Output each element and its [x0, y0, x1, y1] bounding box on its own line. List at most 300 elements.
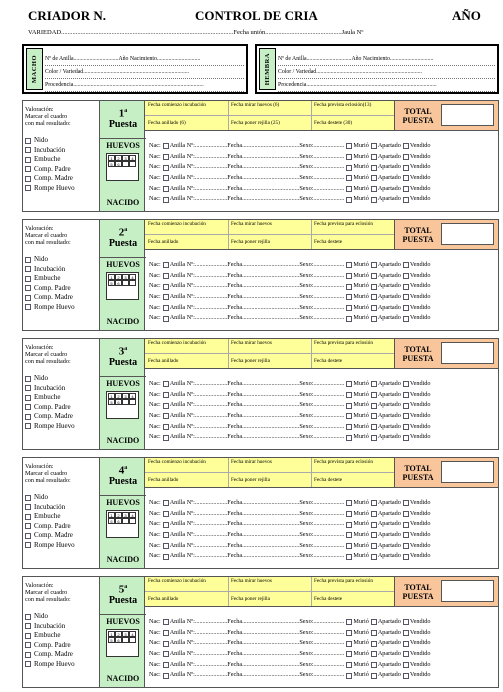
- separated-checkbox[interactable]: [371, 424, 377, 430]
- died-checkbox[interactable]: [346, 619, 352, 625]
- valoracion-item-label: Incubación: [34, 264, 66, 273]
- sold-checkbox[interactable]: [403, 619, 409, 625]
- separated-checkbox[interactable]: [371, 641, 377, 647]
- date-field: Fecha.....................................: [227, 552, 300, 560]
- sold-checkbox[interactable]: [403, 500, 409, 506]
- died-checkbox[interactable]: [346, 554, 352, 560]
- nac-checkbox[interactable]: [163, 662, 169, 668]
- died-checkbox[interactable]: [346, 273, 352, 279]
- separated-checkbox[interactable]: [371, 381, 377, 387]
- nac-checkbox[interactable]: [163, 154, 169, 160]
- total-puesta-input[interactable]: [441, 461, 494, 483]
- ringing-date[interactable]: Fecha anillado: [148, 239, 179, 245]
- egg-cell[interactable]: 1: [108, 631, 115, 637]
- separated-checkbox[interactable]: [371, 511, 377, 517]
- egg-cell[interactable]: 6: [115, 518, 122, 524]
- ringing-date[interactable]: Fecha anillado: [148, 596, 179, 602]
- hatch-date[interactable]: Fecha prevista para eclosión: [314, 459, 373, 465]
- died-checkbox[interactable]: [346, 424, 352, 430]
- valoracion-checkbox[interactable]: [25, 147, 31, 153]
- hatch-date[interactable]: Fecha prevista eclosión(13): [314, 102, 372, 108]
- nac-checkbox[interactable]: [163, 554, 169, 560]
- valoracion-checkbox[interactable]: [25, 514, 31, 520]
- check-eggs-date[interactable]: Fecha mirar huevos: [231, 459, 272, 465]
- died-label: Murió: [353, 195, 369, 203]
- valoracion-item: [25, 531, 97, 541]
- separated-checkbox[interactable]: [371, 186, 377, 192]
- separated-checkbox[interactable]: [371, 165, 377, 171]
- separated-checkbox[interactable]: [371, 143, 377, 149]
- date-field: Fecha.....................................: [227, 303, 300, 311]
- female-ring-year-field[interactable]: Nº de Anilla...............................Año Nacimiento..............................: [278, 53, 495, 66]
- check-eggs-date[interactable]: Fecha mirar huevos: [231, 221, 272, 227]
- sold-checkbox[interactable]: [403, 424, 409, 430]
- sold-label: Vendido: [409, 282, 431, 290]
- egg-cell[interactable]: 3: [122, 512, 129, 518]
- died-checkbox[interactable]: [346, 522, 352, 528]
- incubation-start-date[interactable]: Fecha comienzo incubación: [148, 578, 206, 584]
- nac-checkbox[interactable]: [163, 197, 169, 203]
- valoracion-checkbox[interactable]: [25, 166, 31, 172]
- separated-checkbox[interactable]: [371, 316, 377, 322]
- egg-cell[interactable]: 2: [115, 155, 122, 161]
- hatch-date[interactable]: Fecha prevista para eclosión: [314, 340, 373, 346]
- sex-field: Sexo:....................: [299, 433, 345, 441]
- valoracion-checkbox[interactable]: [25, 404, 31, 410]
- total-puesta-input[interactable]: [441, 342, 494, 364]
- egg-cell[interactable]: 1: [108, 155, 115, 161]
- valoracion-item: [25, 541, 97, 551]
- nac-checkbox[interactable]: [163, 143, 169, 149]
- egg-cell[interactable]: [129, 518, 136, 524]
- died-checkbox[interactable]: [346, 165, 352, 171]
- nacido-label: NACIDO: [106, 674, 140, 683]
- egg-cell[interactable]: [122, 280, 129, 286]
- egg-cell[interactable]: 4: [129, 631, 136, 637]
- ringing-date[interactable]: Fecha anillado: [148, 358, 179, 364]
- egg-cell[interactable]: 6: [115, 161, 122, 167]
- sold-checkbox[interactable]: [403, 435, 409, 441]
- valoracion-instruction: Marcar el cuadro: [25, 113, 68, 120]
- valoracion-checkbox[interactable]: [25, 542, 31, 548]
- sold-checkbox[interactable]: [403, 554, 409, 560]
- separated-checkbox[interactable]: [371, 392, 377, 398]
- died-checkbox[interactable]: [346, 543, 352, 549]
- separated-checkbox[interactable]: [371, 197, 377, 203]
- valoracion-checkbox[interactable]: [25, 495, 31, 501]
- sold-checkbox[interactable]: [403, 522, 409, 528]
- died-checkbox[interactable]: [346, 532, 352, 538]
- sold-checkbox[interactable]: [403, 413, 409, 419]
- valoracion-checkbox[interactable]: [25, 633, 31, 639]
- chick-row: [149, 173, 497, 184]
- nac-checkbox[interactable]: [163, 413, 169, 419]
- nac-label: Nac:: [149, 303, 161, 311]
- separated-checkbox[interactable]: [371, 522, 377, 528]
- valoracion-checkbox[interactable]: [25, 295, 31, 301]
- ring-field: Anilla Nº:.....................: [169, 520, 228, 528]
- egg-cell[interactable]: 5: [108, 280, 115, 286]
- valoracion-item-label: Incubación: [34, 383, 66, 392]
- sold-checkbox[interactable]: [403, 641, 409, 647]
- sold-checkbox[interactable]: [403, 197, 409, 203]
- chick-row: [149, 509, 497, 520]
- separated-checkbox[interactable]: [371, 554, 377, 560]
- sold-checkbox[interactable]: [403, 165, 409, 171]
- separated-checkbox[interactable]: [371, 651, 377, 657]
- died-checkbox[interactable]: [346, 392, 352, 398]
- valoracion-item: [25, 403, 97, 413]
- egg-cell[interactable]: 1: [108, 393, 115, 399]
- ring-field: Anilla Nº:.....................: [169, 152, 228, 160]
- date-field: Fecha.....................................: [227, 531, 300, 539]
- ring-field: Anilla Nº:.....................: [169, 639, 228, 647]
- nac-checkbox[interactable]: [163, 500, 169, 506]
- ring-field: Anilla Nº:.....................: [169, 628, 228, 636]
- total-puesta-input[interactable]: [441, 580, 494, 602]
- sold-checkbox[interactable]: [403, 392, 409, 398]
- egg-cell[interactable]: [129, 161, 136, 167]
- valoracion-checkbox[interactable]: [25, 661, 31, 667]
- valoracion-checkbox[interactable]: [25, 285, 31, 291]
- died-checkbox[interactable]: [346, 262, 352, 268]
- separated-checkbox[interactable]: [371, 500, 377, 506]
- valoracion-checkbox[interactable]: [25, 642, 31, 648]
- nac-checkbox[interactable]: [163, 522, 169, 528]
- nac-checkbox[interactable]: [163, 381, 169, 387]
- valoracion-instruction-2: con mal resultado:: [25, 596, 71, 603]
- check-eggs-date[interactable]: Fecha mirar huevos: [231, 340, 272, 346]
- male-origin-field[interactable]: Procedencia..........................................................................................: [45, 79, 244, 92]
- valoracion-checkbox[interactable]: [25, 385, 31, 391]
- huevos-label: HUEVOS: [106, 379, 140, 388]
- nac-checkbox[interactable]: [163, 186, 169, 192]
- sex-field: Sexo:....................: [299, 152, 345, 160]
- separated-label: Apartado: [377, 618, 401, 625]
- dates-panel: [145, 220, 394, 250]
- valoracion-checkbox[interactable]: [25, 157, 31, 163]
- dates-panel: [145, 577, 394, 607]
- nac-checkbox[interactable]: [163, 305, 169, 311]
- died-checkbox[interactable]: [346, 197, 352, 203]
- died-checkbox[interactable]: [346, 500, 352, 506]
- egg-cell[interactable]: 3: [122, 274, 129, 280]
- sold-label: Vendido: [409, 660, 431, 668]
- egg-cell[interactable]: 6: [115, 637, 122, 643]
- nacido-label: NACIDO: [106, 198, 140, 207]
- sold-label: Vendido: [409, 628, 431, 636]
- sold-checkbox[interactable]: [403, 662, 409, 668]
- egg-cell[interactable]: 5: [108, 637, 115, 643]
- egg-cell[interactable]: 5: [108, 399, 115, 405]
- sold-checkbox[interactable]: [403, 294, 409, 300]
- ring-field: Anilla Nº:.....................: [169, 303, 228, 311]
- died-checkbox[interactable]: [346, 630, 352, 636]
- sold-checkbox[interactable]: [403, 305, 409, 311]
- separated-checkbox[interactable]: [371, 294, 377, 300]
- nac-checkbox[interactable]: [163, 641, 169, 647]
- egg-cell[interactable]: 4: [129, 393, 136, 399]
- valoracion-item-label: Comp. Madre: [34, 293, 73, 301]
- separated-checkbox[interactable]: [371, 273, 377, 279]
- died-checkbox[interactable]: [346, 673, 352, 679]
- died-checkbox[interactable]: [346, 662, 352, 668]
- separated-checkbox[interactable]: [371, 154, 377, 160]
- sold-checkbox[interactable]: [403, 403, 409, 409]
- egg-cell[interactable]: 4: [129, 155, 136, 161]
- valoracion-checkbox[interactable]: [25, 176, 31, 182]
- egg-cell[interactable]: [122, 161, 129, 167]
- valoracion-item: [25, 493, 97, 503]
- egg-cell[interactable]: 6: [115, 399, 122, 405]
- nac-label: Nac:: [149, 390, 161, 398]
- valoracion-checkbox[interactable]: [25, 614, 31, 620]
- separated-checkbox[interactable]: [371, 413, 377, 419]
- sold-checkbox[interactable]: [403, 273, 409, 279]
- died-checkbox[interactable]: [346, 143, 352, 149]
- died-checkbox[interactable]: [346, 154, 352, 160]
- egg-cell[interactable]: 4: [129, 274, 136, 280]
- valoracion-checkbox[interactable]: [25, 185, 31, 191]
- valoracion-checkbox[interactable]: [25, 623, 31, 629]
- ring-field: Anilla Nº:.....................: [169, 433, 228, 441]
- sex-field: Sexo:....................: [299, 671, 345, 679]
- weaning-date[interactable]: Fecha destete: [314, 239, 343, 245]
- chick-row: [149, 519, 497, 530]
- nac-checkbox[interactable]: [163, 435, 169, 441]
- weaning-date[interactable]: Fecha destete (30): [314, 120, 353, 126]
- nac-checkbox[interactable]: [163, 273, 169, 279]
- valoracion-item: [25, 422, 97, 432]
- died-checkbox[interactable]: [346, 305, 352, 311]
- sex-field: Sexo:....................: [299, 520, 345, 528]
- date-field: Fecha.....................................: [227, 639, 300, 647]
- valoracion-instruction: Marcar el cuadro: [25, 351, 68, 358]
- valoracion-item: [25, 174, 97, 184]
- separated-checkbox[interactable]: [371, 662, 377, 668]
- sold-checkbox[interactable]: [403, 143, 409, 149]
- separated-checkbox[interactable]: [371, 262, 377, 268]
- sold-checkbox[interactable]: [403, 175, 409, 181]
- died-checkbox[interactable]: [346, 403, 352, 409]
- nac-checkbox[interactable]: [163, 262, 169, 268]
- sold-label: Vendido: [409, 412, 431, 420]
- date-field: Fecha.....................................: [227, 184, 300, 192]
- weaning-date[interactable]: Fecha destete: [314, 477, 343, 483]
- separated-checkbox[interactable]: [371, 175, 377, 181]
- chick-row: [149, 303, 497, 314]
- egg-cell[interactable]: [122, 399, 129, 405]
- egg-cell[interactable]: 3: [122, 631, 129, 637]
- weaning-date[interactable]: Fecha destete: [314, 596, 343, 602]
- sold-label: Vendido: [409, 163, 431, 171]
- sold-checkbox[interactable]: [403, 284, 409, 290]
- nac-checkbox[interactable]: [163, 424, 169, 430]
- egg-cell[interactable]: 4: [129, 512, 136, 518]
- date-field: Fecha.....................................: [227, 195, 300, 203]
- died-checkbox[interactable]: [346, 284, 352, 290]
- weaning-date[interactable]: Fecha destete: [314, 358, 343, 364]
- egg-cell[interactable]: 3: [122, 155, 129, 161]
- nac-checkbox[interactable]: [163, 630, 169, 636]
- egg-cell[interactable]: 1: [108, 512, 115, 518]
- nac-checkbox[interactable]: [163, 543, 169, 549]
- male-color-field[interactable]: Color / Variedad.........................................................................: [45, 66, 244, 79]
- died-checkbox[interactable]: [346, 651, 352, 657]
- female-color-field[interactable]: Color / Variedad.........................................................................: [278, 66, 495, 79]
- died-label: Murió: [353, 271, 369, 279]
- nac-checkbox[interactable]: [163, 511, 169, 517]
- nac-label: Nac:: [149, 520, 161, 528]
- puesta-number: 4$^a$: [118, 464, 128, 477]
- chick-row: [149, 194, 497, 205]
- sold-checkbox[interactable]: [403, 381, 409, 387]
- huevos-label: HUEVOS: [106, 617, 140, 626]
- valoracion-checkbox[interactable]: [25, 395, 31, 401]
- grid-date[interactable]: Fecha poner rejilla: [231, 596, 270, 602]
- valoracion-item: [25, 374, 97, 384]
- ring-field: Anilla Nº:.....................: [169, 282, 228, 290]
- grid-date[interactable]: Fecha poner rejilla: [231, 239, 270, 245]
- died-checkbox[interactable]: [346, 435, 352, 441]
- nac-checkbox[interactable]: [163, 403, 169, 409]
- ringing-date[interactable]: Fecha anillado: [148, 477, 179, 483]
- egg-cell[interactable]: 1: [108, 274, 115, 280]
- separated-checkbox[interactable]: [371, 630, 377, 636]
- puesta-label: Puesta: [108, 595, 138, 606]
- separated-checkbox[interactable]: [371, 543, 377, 549]
- grid-date[interactable]: Fecha poner rejilla: [231, 358, 270, 364]
- nac-checkbox[interactable]: [163, 532, 169, 538]
- incubation-start-date[interactable]: Fecha comienzo incubación: [148, 459, 206, 465]
- valoracion-checkbox[interactable]: [25, 652, 31, 658]
- total-puesta-input[interactable]: [441, 104, 494, 126]
- egg-cell[interactable]: [122, 637, 129, 643]
- incubation-start-date[interactable]: Fecha comienzo incubación: [148, 221, 206, 227]
- sold-checkbox[interactable]: [403, 154, 409, 160]
- valoracion-checkbox[interactable]: [25, 523, 31, 529]
- died-checkbox[interactable]: [346, 294, 352, 300]
- valoracion-checkbox[interactable]: [25, 276, 31, 282]
- died-checkbox[interactable]: [346, 413, 352, 419]
- egg-cell[interactable]: 2: [115, 274, 122, 280]
- died-checkbox[interactable]: [346, 175, 352, 181]
- hatch-date[interactable]: Fecha prevista para eclosión: [314, 578, 373, 584]
- variety-union-cage-line[interactable]: VARIEDAD..........................................................................................................Fecha unión...............................................Jaula Nº: [28, 29, 364, 36]
- check-eggs-date[interactable]: Fecha mirar huevos: [231, 578, 272, 584]
- separated-checkbox[interactable]: [371, 403, 377, 409]
- separated-label: Apartado: [377, 499, 401, 506]
- egg-cell[interactable]: 2: [115, 512, 122, 518]
- valoracion-item-label: Comp. Padre: [34, 640, 71, 649]
- sold-checkbox[interactable]: [403, 630, 409, 636]
- egg-cell[interactable]: 6: [115, 280, 122, 286]
- egg-cell[interactable]: 2: [115, 631, 122, 637]
- died-checkbox[interactable]: [346, 641, 352, 647]
- valoracion-checkbox[interactable]: [25, 423, 31, 429]
- nac-checkbox[interactable]: [163, 651, 169, 657]
- incubation-start-date[interactable]: Fecha comienzo incubación: [148, 340, 206, 346]
- sold-checkbox[interactable]: [403, 543, 409, 549]
- nac-label: Nac:: [149, 531, 161, 539]
- female-origin-field[interactable]: Procedencia..........................................................................................: [278, 79, 495, 92]
- total-puesta-input[interactable]: [441, 223, 494, 245]
- separated-checkbox[interactable]: [371, 532, 377, 538]
- died-checkbox[interactable]: [346, 186, 352, 192]
- egg-cell[interactable]: 2: [115, 393, 122, 399]
- chick-row: [149, 422, 497, 433]
- egg-cell[interactable]: [129, 280, 136, 286]
- valoracion-checkbox[interactable]: [25, 504, 31, 510]
- valoracion-checkbox[interactable]: [25, 266, 31, 272]
- egg-cell[interactable]: [129, 637, 136, 643]
- died-checkbox[interactable]: [346, 381, 352, 387]
- dates-divider: [145, 115, 394, 116]
- date-field: Fecha.....................................: [227, 142, 300, 149]
- nac-checkbox[interactable]: [163, 619, 169, 625]
- sold-label: Vendido: [409, 433, 431, 441]
- valoracion-checkbox[interactable]: [25, 138, 31, 144]
- sex-field: Sexo:....................: [299, 552, 345, 560]
- nac-checkbox[interactable]: [163, 284, 169, 290]
- separated-checkbox[interactable]: [371, 305, 377, 311]
- ringing-date[interactable]: Fecha anillado (6): [148, 120, 186, 126]
- incubation-start-date[interactable]: Fecha comienzo incubación: [148, 102, 206, 108]
- egg-cell[interactable]: 5: [108, 518, 115, 524]
- died-checkbox[interactable]: [346, 511, 352, 517]
- check-eggs-date[interactable]: Fecha mirar huevos (6): [231, 102, 280, 108]
- egg-cell[interactable]: 3: [122, 393, 129, 399]
- nac-checkbox[interactable]: [163, 165, 169, 171]
- valoracion-checkbox[interactable]: [25, 376, 31, 382]
- sold-checkbox[interactable]: [403, 532, 409, 538]
- grid-date[interactable]: Fecha poner rejilla (25): [231, 120, 280, 126]
- date-field: Fecha.....................................: [227, 618, 300, 625]
- egg-cell[interactable]: [122, 518, 129, 524]
- sold-checkbox[interactable]: [403, 511, 409, 517]
- valoracion-item-label: Rompe Huevo: [34, 659, 75, 668]
- sold-checkbox[interactable]: [403, 186, 409, 192]
- valoracion-checkbox[interactable]: [25, 533, 31, 539]
- year-label: AÑO: [452, 8, 481, 23]
- hatch-date[interactable]: Fecha prevista para eclosión: [314, 221, 373, 227]
- valoracion-checkbox[interactable]: [25, 257, 31, 263]
- sold-checkbox[interactable]: [403, 673, 409, 679]
- sold-checkbox[interactable]: [403, 316, 409, 322]
- separated-checkbox[interactable]: [371, 619, 377, 625]
- nac-checkbox[interactable]: [163, 673, 169, 679]
- separated-checkbox[interactable]: [371, 673, 377, 679]
- sold-checkbox[interactable]: [403, 651, 409, 657]
- died-checkbox[interactable]: [346, 316, 352, 322]
- nac-checkbox[interactable]: [163, 175, 169, 181]
- valoracion-checkbox[interactable]: [25, 304, 31, 310]
- separated-checkbox[interactable]: [371, 435, 377, 441]
- total-puesta-label: TOTAL PUESTA: [402, 107, 434, 125]
- sold-checkbox[interactable]: [403, 262, 409, 268]
- grid-date[interactable]: Fecha poner rejilla: [231, 477, 270, 483]
- valoracion-checkbox[interactable]: [25, 414, 31, 420]
- egg-cell[interactable]: [129, 399, 136, 405]
- date-field: Fecha.....................................: [227, 390, 300, 398]
- nac-checkbox[interactable]: [163, 316, 169, 322]
- separated-checkbox[interactable]: [371, 284, 377, 290]
- nac-checkbox[interactable]: [163, 392, 169, 398]
- male-ring-year-field[interactable]: Nº de Anilla...............................Año Nacimiento..............................: [45, 53, 244, 66]
- valoracion-title: Valoración:: [25, 582, 54, 589]
- egg-cell[interactable]: 5: [108, 161, 115, 167]
- nac-checkbox[interactable]: [163, 294, 169, 300]
